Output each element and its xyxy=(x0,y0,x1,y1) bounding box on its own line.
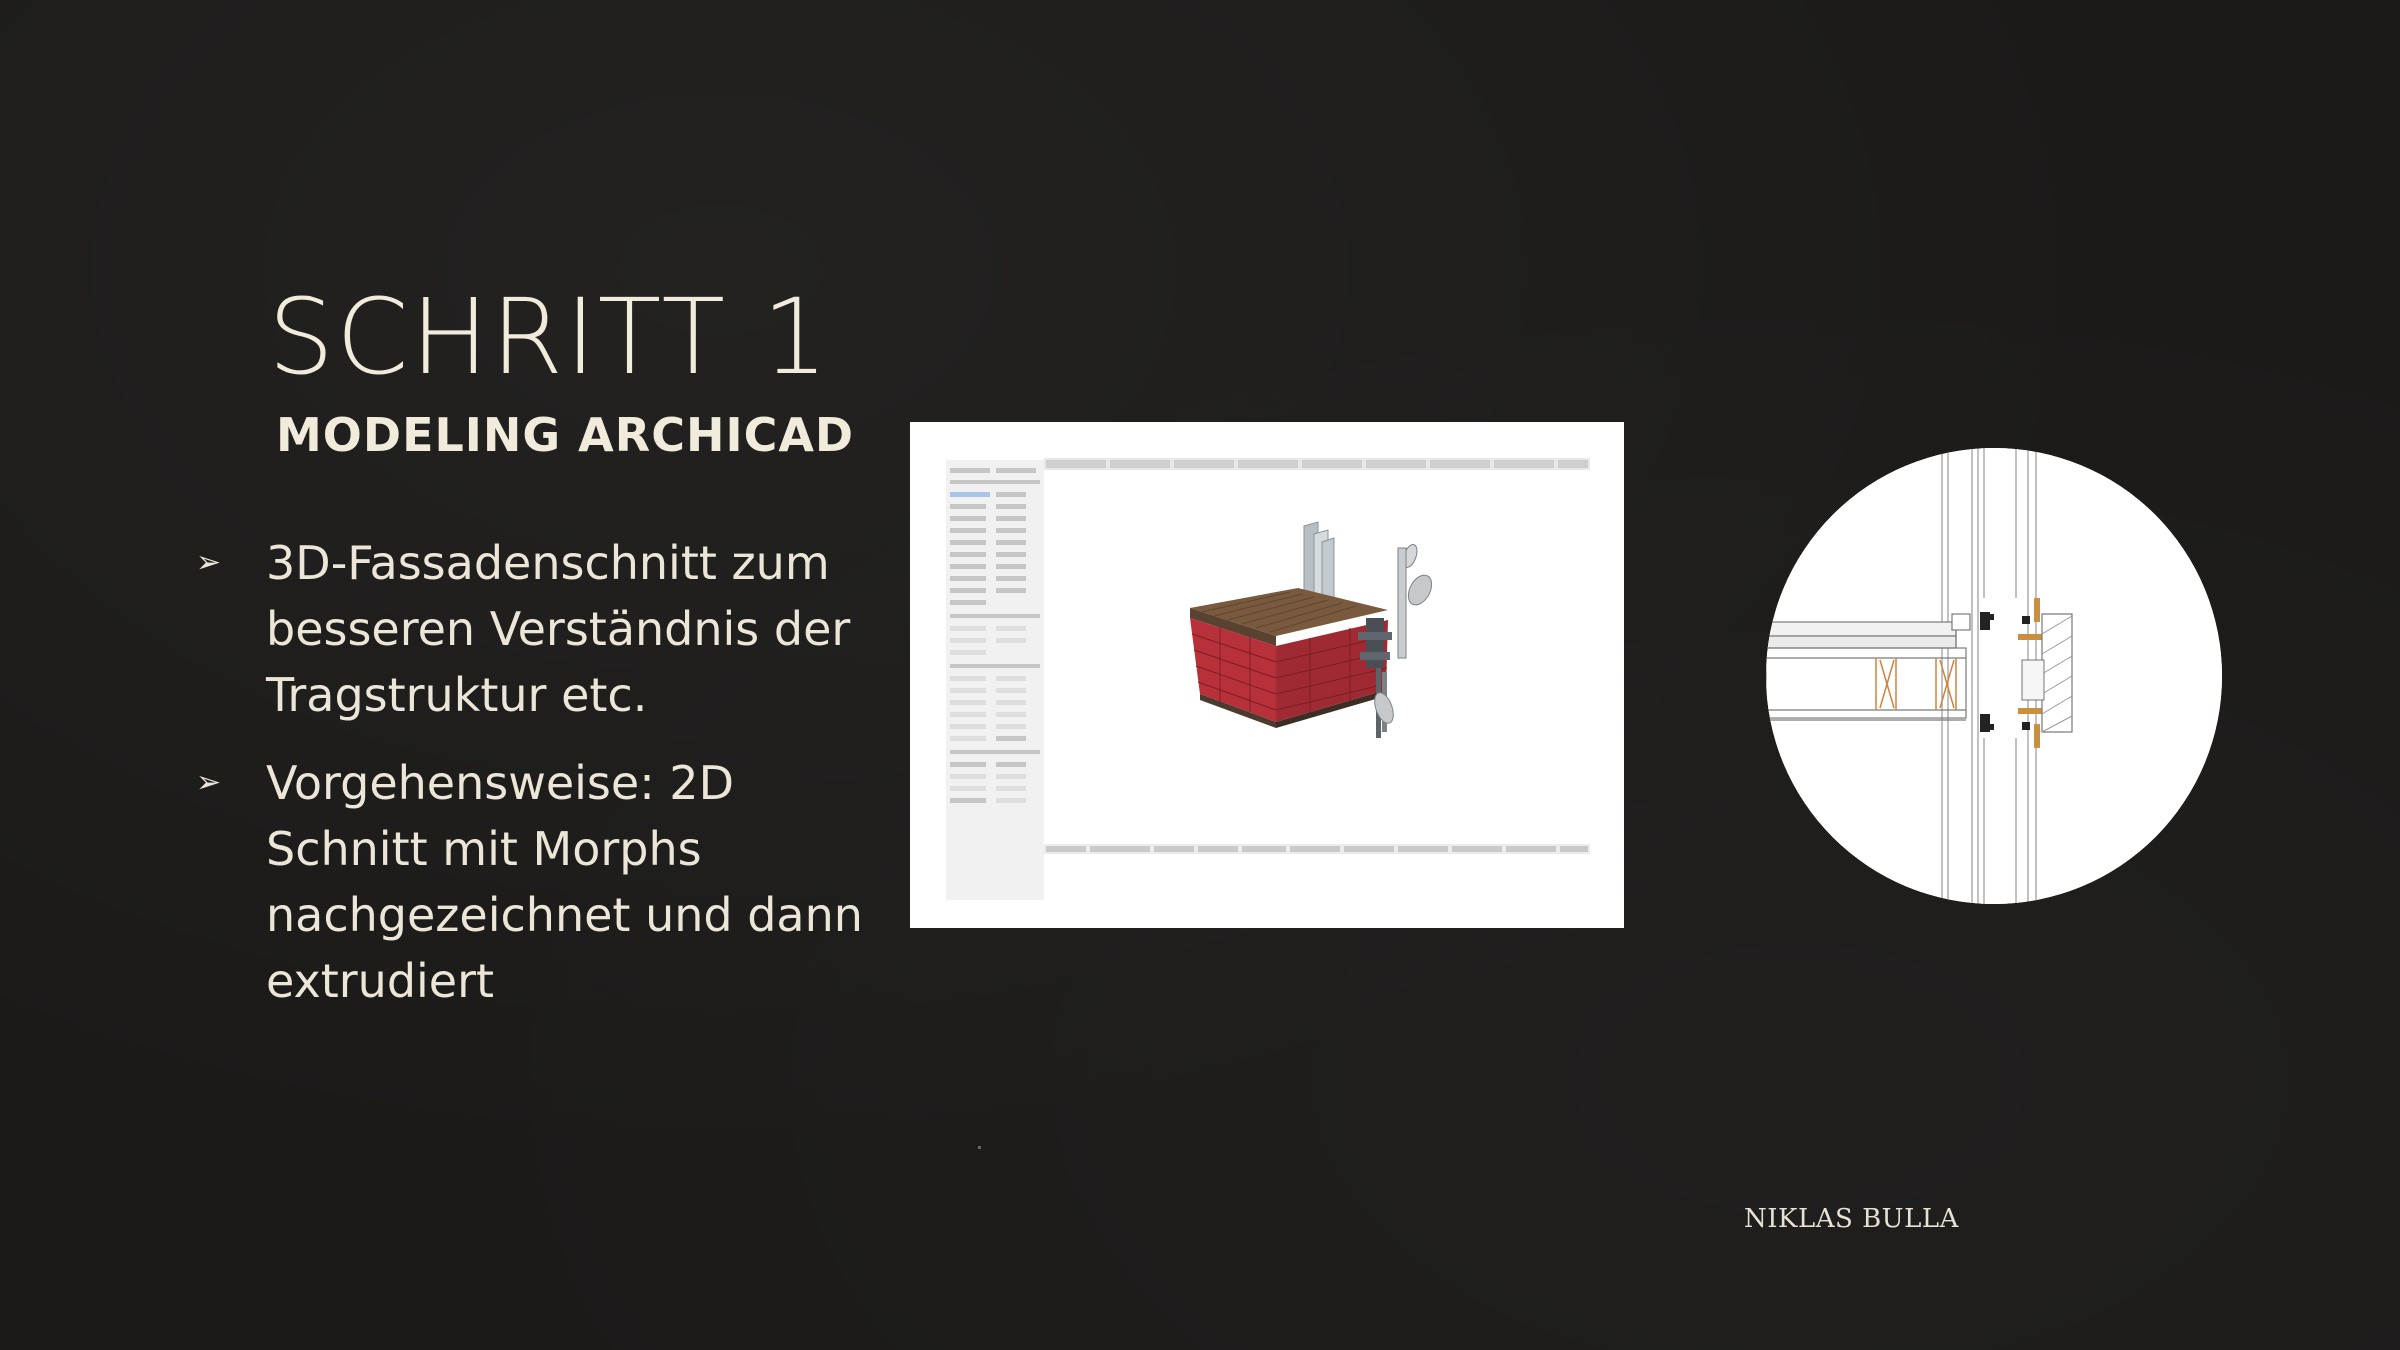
bullet-item xyxy=(196,750,876,1014)
bullet-text: 3D-Fassadenschnitt zum besseren Verständnis der Tragstruktur etc. xyxy=(266,536,851,722)
slide-title: SCHRITT 1 xyxy=(268,276,831,398)
decorative-dot xyxy=(978,1146,981,1149)
bullet-text: Vorgehensweise: 2D Schnitt mit Morphs nachgezeichnet und dann extrudiert xyxy=(266,756,863,1008)
facade-detail-section xyxy=(1766,448,2222,904)
archicad-screenshot-graphic xyxy=(910,422,1624,928)
arrowhead-bullet-icon: ➢ xyxy=(196,545,222,580)
archicad-screenshot xyxy=(910,422,1624,928)
bullet-list xyxy=(196,530,876,1036)
arrowhead-bullet-icon: ➢ xyxy=(196,765,222,800)
slide-subtitle: MODELING ARCHICAD xyxy=(276,408,855,462)
bullet-item xyxy=(196,530,876,728)
facade-detail-graphic xyxy=(1766,448,2222,904)
facade-model xyxy=(1190,522,1436,738)
author-name: NIKLAS BULLA xyxy=(1744,1204,1959,1234)
